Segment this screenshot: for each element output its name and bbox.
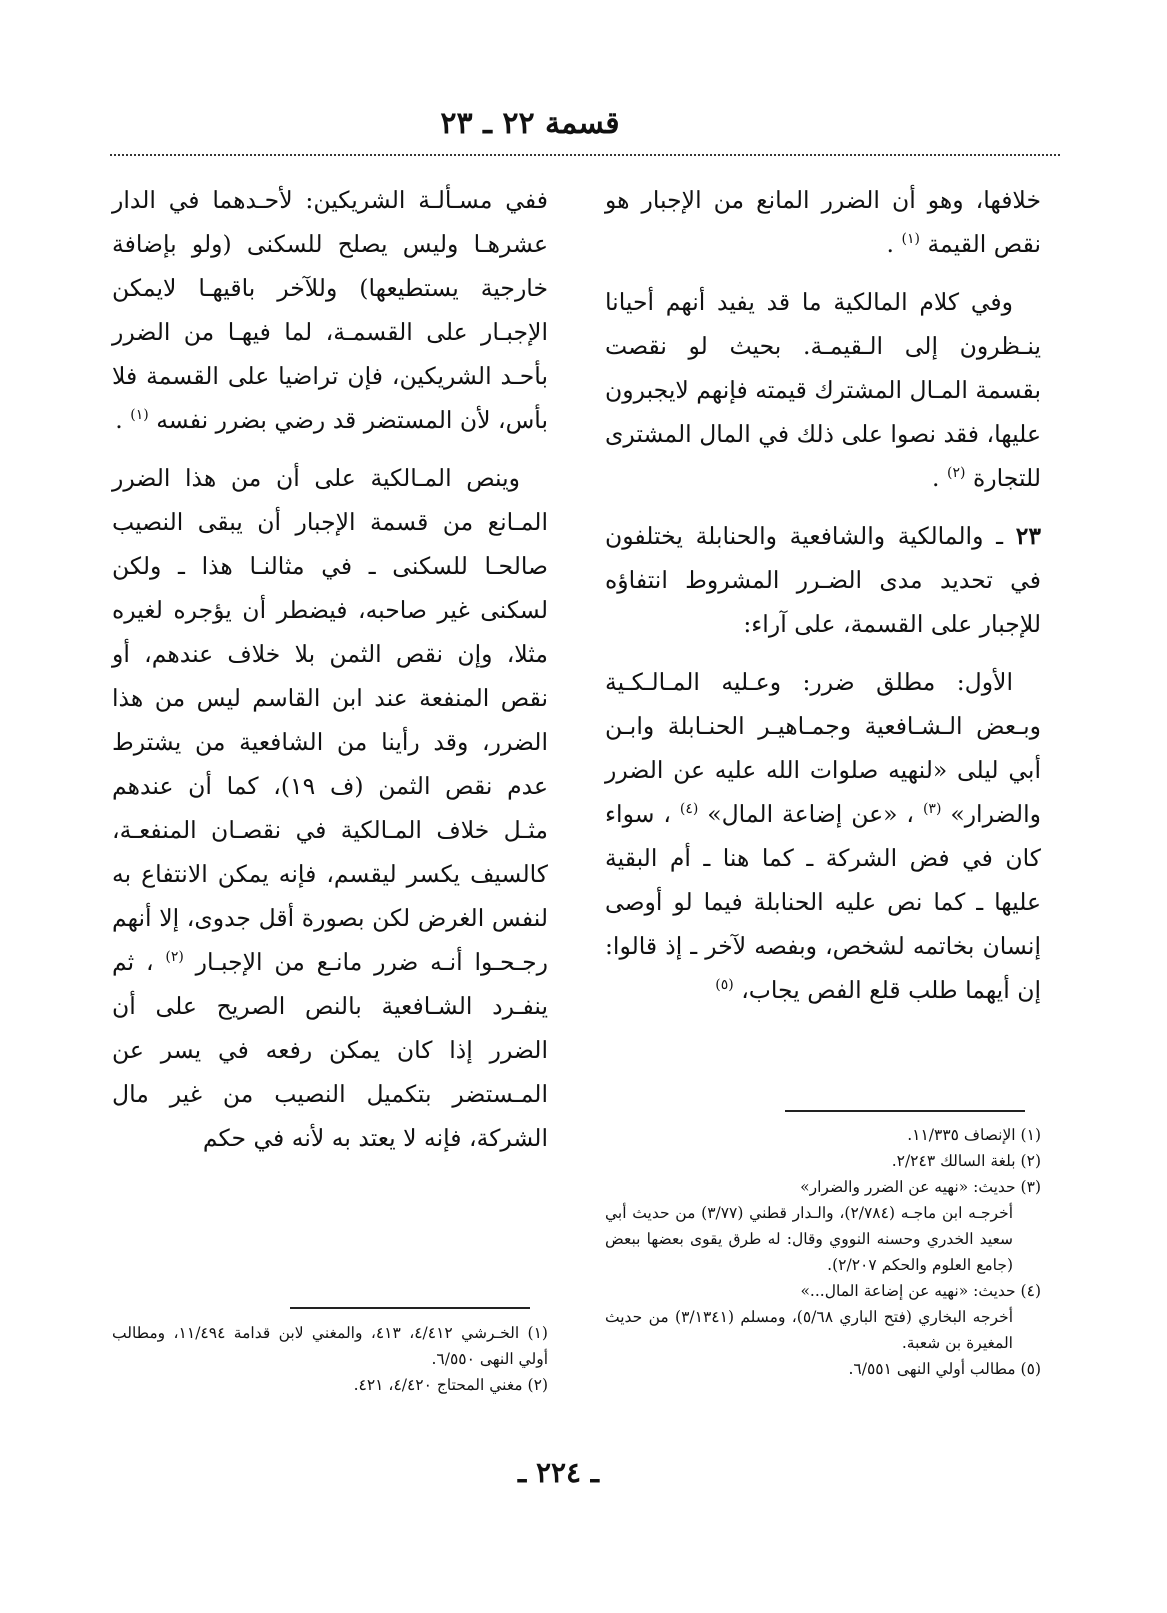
- footnote-ref[interactable]: (١): [130, 407, 149, 424]
- footnote-number: (٣): [1020, 1178, 1041, 1196]
- footnote: [605, 1122, 1041, 1148]
- page-number: ـ ٢٢٤ ـ: [517, 1456, 600, 1489]
- footnote: [112, 1320, 548, 1372]
- paragraph-text: وفي كلام المالكية ما قد يفيد أنهم أحيانا ينـظرون إلى الـقيمـة. بحيث لو نقصت بقسمة المـال المشترك قيمته فإنهم لايجبرون عليها، فقد نصوا على ذلك في المال المشترى للتجارة: [605, 288, 1041, 492]
- footnote-divider: [785, 1110, 1025, 1112]
- footnote-text: حديث: «نهيه عن إضاعة المال...»: [800, 1282, 1016, 1300]
- footnote-continuation: أخرجه البخاري (فتح الباري ٥/٦٨)، ومسلم (٣/١٣٤١) من حديث المغيرة بن شعبة.: [605, 1308, 1013, 1352]
- footnote-text: مغني المحتاج ٤/٤٢٠، ٤٢١.: [353, 1376, 523, 1394]
- paragraph-end: .: [886, 230, 895, 258]
- footnote-ref[interactable]: (١): [901, 231, 920, 248]
- footnote: [605, 1174, 1041, 1278]
- footnote-text: حديث: «نهيه عن الضرر والضرار»: [800, 1178, 1016, 1196]
- footnote: [605, 1278, 1041, 1356]
- footnote-number: (٢): [527, 1376, 548, 1394]
- footnote-text: الخـرشي ٤/٤١٢، ٤١٣، والمغني لابن قدامة ١١/٤٩٤، ومطالب أولي النهى ٦/٥٥٠.: [112, 1324, 548, 1368]
- paragraph: [605, 280, 1041, 500]
- paragraph-text: ففي مسـألـة الشريكين: لأحـدهما في الدار عشرهـا وليس يصلح للسكنى (ولو بإضافة خارجية يستطيعها) وللآخر باقيهـا لايمكن الإجبـار على القسمـة، لما فيهـا من الضرر بأحـد الشريكين، فإن تراضيا على القسمة فلا بأس، لأن المستضر قد رضي بضرر نفسه: [112, 186, 548, 434]
- footnote-ref[interactable]: (٤): [679, 801, 699, 818]
- footnote-divider: [290, 1307, 530, 1309]
- paragraph: [605, 660, 1041, 1012]
- footnote-number: (٥): [1020, 1360, 1041, 1378]
- footnote-ref[interactable]: (٢): [947, 465, 966, 482]
- right-column: [605, 178, 1041, 1026]
- footnote-ref[interactable]: (٥): [715, 977, 734, 994]
- section-paragraph: [605, 514, 1041, 646]
- paragraph-text: ، سواء كان في فض الشركة ـ كما هنا ـ أم البقية عليها ـ كما نص عليه الحنابلة فيما لو أوصى إنسان بخاتمه لشخص، وبفصه لآخر ـ إذ قالوا: إن أيهما طلب قلع الفص يجاب،: [605, 800, 1041, 1004]
- paragraph: [605, 178, 1041, 266]
- footnote: [605, 1148, 1041, 1174]
- footnote-continuation: أخرجـه ابن ماجـه (٢/٧٨٤)، والـدار قطني (٣/٧٧) من حديث أبي سعيد الخدري وحسنه النووي وقال: له طرق يقوى بعضها ببعض (جامع العلوم والحكم ٢/٢٠٧).: [605, 1204, 1013, 1274]
- footnote: [112, 1372, 548, 1398]
- header-divider: [110, 154, 1060, 156]
- running-head: قسمة ٢٢ ـ ٢٣: [440, 106, 620, 141]
- paragraph-text: ، ثم ينفـرد الشـافعية بالنص الصريح على أن الضرر إذا كان يمكن رفعه في يسر عن المـستضر بتكميل النصيب من غير مال الشركة، فإنه لا يعتد به لأنه في حكم: [112, 948, 548, 1152]
- footnote-number: (١): [527, 1324, 548, 1342]
- footnote-text: الإنصاف ١١/٣٣٥.: [907, 1126, 1016, 1144]
- paragraph-end: .: [115, 406, 123, 434]
- paragraph-text: ، «عن إضاعة المال»: [707, 800, 915, 828]
- left-column: [112, 178, 548, 1174]
- paragraph-text: خلافها، وهو أن الضرر المانع من الإجبار هو نقص القيمة: [605, 186, 1041, 258]
- footnote-text: بلغة السالك ٢/٢٤٣.: [891, 1152, 1016, 1170]
- footnote-ref[interactable]: (٢): [165, 949, 184, 966]
- footnote-number: (١): [1020, 1126, 1041, 1144]
- paragraph-text: وينص المـالكية على أن من هذا الضرر المـانع من قسمة الإجبار أن يبقى النصيب صالحـا للسكنى ـ في مثالنـا هذا ـ ولكن لسكنى غير صاحبه، فيضطر أن يؤجره لغيره مثلا، وإن نقص الثمن بلا خلاف عندهم، أو نقص المنفعة عند ابن القاسم ليس من هذا الضرر، وقد رأينا من الشافعية من يشترط عدم نقص الثمن (ف ١٩)، كما أن عندهم مثـل خلاف المـالكية في نقصـان المنفعـة، كالسيف يكسر ليقسم، فإنه يمكن الانتفاع به لنفس الغرض لكن بصورة أقل جدوى، إلا أنهم رجـحـوا أنـه ضرر مانـع من الإجبـار: [112, 464, 548, 976]
- paragraph-end: .: [932, 464, 940, 492]
- footnote-number: (٢): [1020, 1152, 1041, 1170]
- footnote-text: مطالب أولي النهى ٦/٥٥١.: [848, 1360, 1016, 1378]
- footnote-ref[interactable]: (٣): [922, 801, 942, 818]
- section-number: ٢٣: [1015, 522, 1041, 550]
- footnotes-right: [605, 1122, 1041, 1382]
- paragraph: [112, 178, 548, 442]
- paragraph-text: الأول: مطلق ضرر: وعـليه المـالـكـية وبـعض الـشـافعية وجمـاهيـر الحنـابلة وابـن أبي ليلى «لنهيه صلوات الله عليه عن الضرر والضرار»: [605, 668, 1041, 828]
- footnote-number: (٤): [1020, 1282, 1041, 1300]
- footnote: [605, 1356, 1041, 1382]
- paragraph: [112, 456, 548, 1160]
- paragraph-text: ـ والمالكية والشافعية والحنابلة يختلفون في تحديد مدى الضـرر المشروط انتفاؤه للإجبار على القسمة، على آراء:: [605, 522, 1041, 638]
- footnotes-left: [112, 1320, 548, 1398]
